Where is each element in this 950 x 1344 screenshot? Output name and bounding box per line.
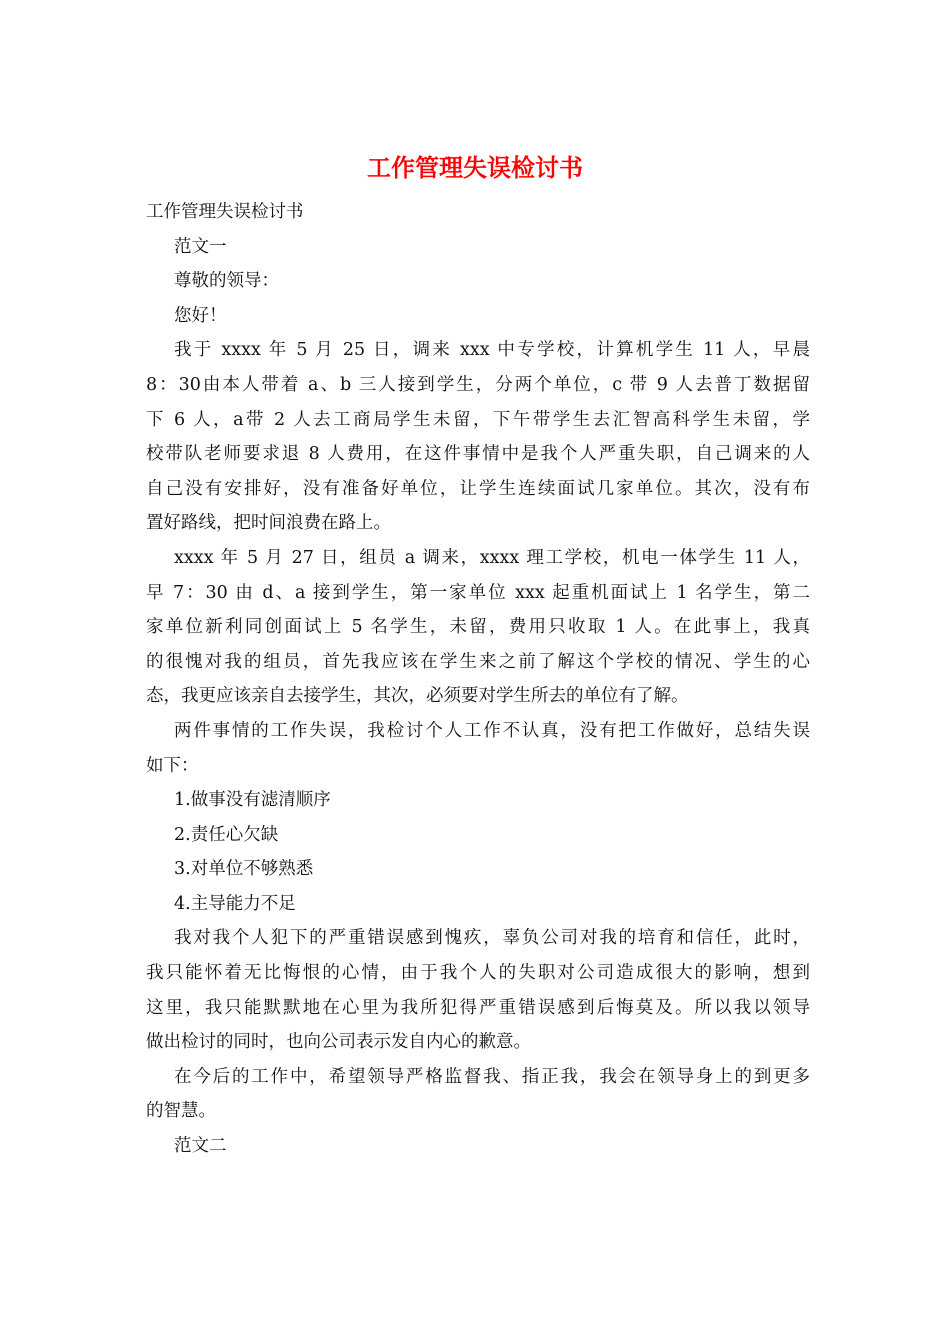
text-line: 2.责任心欠缺 bbox=[174, 824, 279, 845]
text-line: 态，我更应该亲自去接学生，其次，必须要对学生所去的单位有了解。 bbox=[146, 686, 689, 707]
text-line: 自己没有安排好，没有准备好单位，让学生连续面试几家单位。其次，没有布 bbox=[146, 478, 810, 499]
text-line: 这里，我只能默默地在心里为我所犯得严重错误感到后悔莫及。所以我以领导 bbox=[146, 997, 810, 1018]
text-line: 在今后的工作中，希望领导严格监督我、指正我，我会在领导身上的到更多 bbox=[174, 1066, 810, 1087]
text-line: 8：30由本人带着 a、b 三人接到学生，分两个单位，c 带 9 人去普丁数据留 bbox=[146, 374, 810, 395]
text-line: 工作管理失误检讨书 bbox=[146, 202, 304, 222]
text-line: 3.对单位不够熟悉 bbox=[174, 859, 314, 880]
text-line: 4.主导能力不足 bbox=[174, 893, 296, 914]
text-line: 您好！ bbox=[174, 305, 227, 326]
document-title: 工作管理失误检讨书 bbox=[367, 153, 583, 182]
text-line: 校带队老师要求退 8 人费用，在这件事情中是我个人严重失职，自己调来的人 bbox=[146, 444, 810, 465]
text-line: 1.做事没有滤清顺序 bbox=[174, 790, 331, 811]
text-line: 两件事情的工作失误，我检讨个人工作不认真，没有把工作做好，总结失误 bbox=[174, 720, 810, 741]
text-line: xxxx 年 5 月 27 日，组员 a 调来，xxxx 理工学校，机电一体学生 11 人， bbox=[174, 547, 810, 568]
text-line: 家单位新利同创面试上 5 名学生，未留，费用只收取 1 人。在此事上，我真 bbox=[146, 617, 810, 638]
text-line: 早 7：30 由 d、a 接到学生，第一家单位 xxx 起重机面试上 1 名学生，第二 bbox=[146, 582, 810, 603]
text-line: 范文二 bbox=[174, 1136, 227, 1157]
text-line: 的智慧。 bbox=[146, 1101, 216, 1122]
text-line: 置好路线，把时间浪费在路上。 bbox=[146, 513, 391, 534]
text-line: 下 6 人，a带 2 人去工商局学生未留，下午带学生去汇智高科学生未留，学 bbox=[146, 409, 810, 430]
text-line: 我对我个人犯下的严重错误感到愧疚，辜负公司对我的培育和信任，此时， bbox=[174, 928, 810, 949]
text-line: 的很愧对我的组员，首先我应该在学生来之前了解这个学校的情况、学生的心 bbox=[146, 651, 810, 672]
text-line: 尊敬的领导： bbox=[174, 271, 279, 292]
text-line: 我只能怀着无比悔恨的心情，由于我个人的失职对公司造成很大的影响，想到 bbox=[146, 963, 810, 984]
text-line: 如下： bbox=[146, 755, 199, 776]
document-body bbox=[146, 195, 810, 1164]
text-line: 我于 xxxx 年 5 月 25 日，调来 xxx 中专学校，计算机学生 11 人，早晨 bbox=[174, 340, 810, 361]
text-line: 范文一 bbox=[174, 236, 227, 257]
text-line: 做出检讨的同时，也向公司表示发自内心的歉意。 bbox=[146, 1032, 531, 1053]
